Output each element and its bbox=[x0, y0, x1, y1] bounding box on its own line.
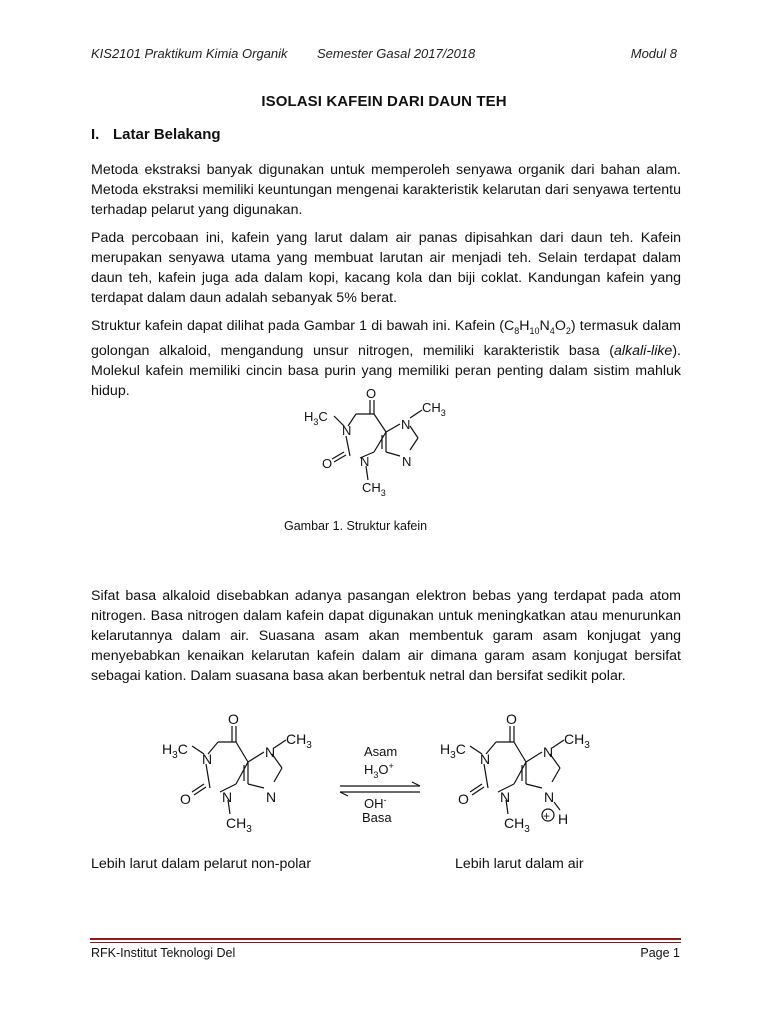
atom-n9: N bbox=[402, 454, 412, 469]
structure-text-a: Struktur kafein dapat dilihat pada Gambar 1 di bawah ini. Kafein ( bbox=[91, 318, 505, 334]
water-caption: Lebih larut dalam air bbox=[455, 856, 584, 872]
atom-n1: N bbox=[342, 423, 352, 438]
svg-text:H: H bbox=[558, 811, 569, 827]
footer-rule-thin bbox=[90, 942, 681, 943]
methyl-bottom: $CH_3$ bbox=[362, 480, 386, 498]
atom-o-left: O bbox=[322, 456, 333, 471]
header-module: Modul 8 bbox=[630, 46, 677, 61]
section-number: I. bbox=[91, 126, 100, 143]
svg-text:CH3: $CH_3$ bbox=[504, 815, 530, 835]
svg-text:O: O bbox=[458, 791, 469, 807]
svg-text:N: N bbox=[266, 789, 277, 805]
base-reagent: OH- bbox=[364, 795, 387, 811]
equilibrium-arrows bbox=[340, 782, 420, 796]
svg-text:O: O bbox=[180, 791, 191, 807]
base-label: Basa bbox=[362, 810, 392, 825]
atom-o-top: O bbox=[366, 386, 377, 401]
svg-text:CH3: $CH_3$ bbox=[564, 731, 590, 751]
nonpolar-caption: Lebih larut dalam pelarut non-polar bbox=[91, 856, 312, 872]
svg-text:H3C: $H_3C$ bbox=[162, 741, 188, 761]
footer-page-number: Page 1 bbox=[640, 946, 680, 960]
methyl-left: $H_3C$ bbox=[304, 409, 328, 427]
atom-n3: N bbox=[360, 454, 370, 469]
paragraph-extraction: Metoda ekstraksi banyak digunakan untuk memperoleh senyawa organik dari bahan alam. Metoda ekstraksi memiliki keuntungan mengenai karakteristik kelarutan dari senyawa tertentu terhadap pelarut yang digunakan. bbox=[91, 162, 681, 218]
svg-text:O: O bbox=[228, 712, 239, 727]
svg-text:N: N bbox=[480, 751, 491, 767]
svg-text:O: O bbox=[506, 712, 517, 727]
svg-text:CH3: $CH_3$ bbox=[226, 815, 252, 835]
svg-text:N: N bbox=[500, 789, 511, 805]
section-title: Latar Belakang bbox=[113, 126, 221, 143]
methyl-right: $CH_3$ bbox=[422, 400, 446, 418]
svg-text:N: N bbox=[222, 789, 233, 805]
svg-text:N: N bbox=[265, 744, 276, 760]
header-course: KIS2101 Praktikum Kimia Organik bbox=[91, 46, 288, 61]
section-heading bbox=[91, 126, 221, 143]
acid-reagent: $H_3O^+$ bbox=[364, 761, 394, 780]
equilibrium-scheme bbox=[150, 712, 620, 842]
paragraph-caffeine-tea: Pada percobaan ini, kafein yang larut dalam air panas dipisahkan dari daun teh. Kafein merupakan senyawa utama yang membuat larutan air menjadi teh. Selain terdapat dalam daun teh, kafein juga ada dalam kopi, kacang kola dan biji coklat. Kandungan kafein yang terdapat dalam daun adalah sebanyak 5% berat. bbox=[91, 230, 681, 306]
figure-caption: Gambar 1. Struktur kafein bbox=[284, 519, 428, 533]
alkali-like-term: alkali-like bbox=[613, 342, 673, 359]
paragraph-basicity: Sifat basa alkaloid disebabkan adanya pasangan elektron bebas yang terdapat pada atom nitrogen. Basa nitrogen dalam kafein dapat digunakan untuk meningkatkan atau menurunkan kelarutannya dalam air. Suasana asam akan membentuk garam asam konjugat yang menyebabkan kenaikan kelarutan kafein dalam air dimana garam asam konjugat bersifat sebagai kation. Dalam suasana basa akan berbentuk netral dan bersifat sedikit polar. bbox=[91, 588, 681, 684]
svg-text:H3C: $H_3C$ bbox=[440, 741, 466, 761]
document-title: ISOLASI KAFEIN DARI DAUN TEH bbox=[261, 93, 507, 110]
caffeine-structure-figure bbox=[300, 386, 460, 502]
acid-label: Asam bbox=[364, 744, 398, 759]
svg-text:CH3: $CH_3$ bbox=[286, 731, 312, 751]
atom-n7: N bbox=[401, 417, 411, 432]
structure-text-c: ). Molekul kafein memiliki cincin basa purin yang memiliki peran penting dalam sistim mahluk hidup. bbox=[91, 342, 681, 399]
svg-text:N: N bbox=[202, 751, 213, 767]
svg-text:N: N bbox=[544, 789, 555, 805]
structure-text-b: ) termasuk dalam golongan alkaloid, mengandung unsur nitrogen, memiliki karakteristik basa ( bbox=[91, 318, 681, 359]
footer-rule-thick bbox=[90, 938, 681, 940]
svg-text:N: N bbox=[543, 744, 554, 760]
header-semester: Semester Gasal 2017/2018 bbox=[317, 46, 476, 61]
footer-institution: RFK-Institut Teknologi Del bbox=[91, 946, 236, 960]
svg-text:+: + bbox=[543, 809, 551, 823]
caffeine-formula: $C_8H_{10}N_4O_2$ bbox=[504, 318, 571, 336]
